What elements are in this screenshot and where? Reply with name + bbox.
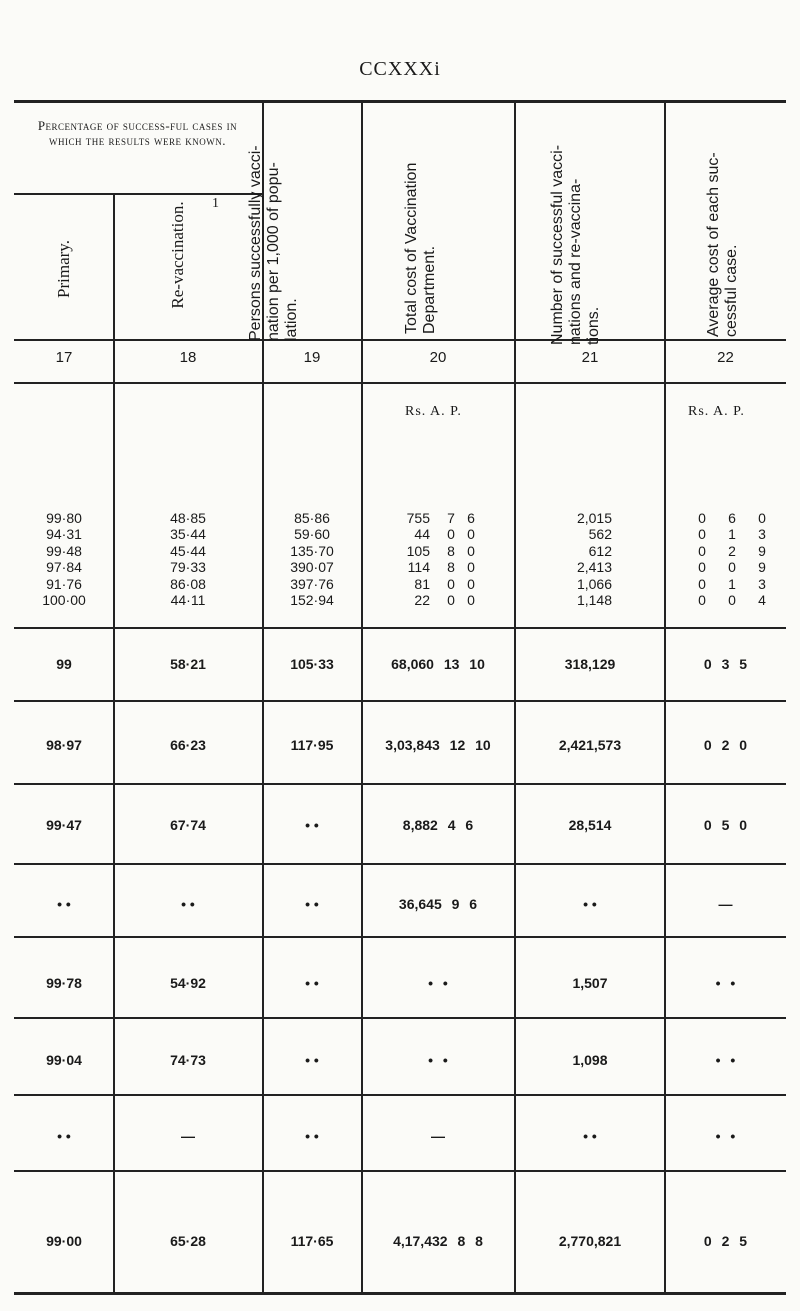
col17-cell: 99·48 xyxy=(46,542,82,559)
col21-cell: 612 xyxy=(588,542,612,559)
col22-cell: — xyxy=(718,896,733,912)
col22-cell: 0 5 0 xyxy=(703,817,748,833)
col18-cell: 66·23 xyxy=(170,737,206,753)
row-rule xyxy=(14,863,786,865)
col22-header: Average cost of each suc- cessful case. xyxy=(705,152,740,337)
col21-cell: 318,129 xyxy=(564,656,616,672)
col18-cell: 58·21 xyxy=(170,656,206,672)
col22-rupees: 0 xyxy=(698,542,706,559)
col20-unit: Rs. A. P. xyxy=(405,404,462,419)
col21-cell: • • xyxy=(583,896,597,912)
col20-rupees: 755 xyxy=(406,510,430,526)
col18-cell: 35·44 xyxy=(170,526,206,543)
col21-cell: 562 xyxy=(588,526,612,543)
col22-annas: 2 xyxy=(728,542,736,559)
col19-cell: 135·70 xyxy=(290,542,334,559)
col22-annas: 6 xyxy=(728,510,736,526)
col20-header: Total cost of Vaccination Department. xyxy=(403,162,438,334)
row-rule xyxy=(14,1017,786,1019)
col17-cell: 99·00 xyxy=(46,1233,82,1249)
table-top-rule xyxy=(14,100,786,103)
row-rule xyxy=(14,1094,786,1096)
col21-cell: 2,770,821 xyxy=(558,1233,622,1249)
colnum-19: 19 xyxy=(303,349,321,366)
col19-cell: • • xyxy=(305,817,319,833)
col17-cell: • • xyxy=(57,896,71,912)
col20-rupees: 81 xyxy=(414,575,430,592)
col22-rupees: 0 xyxy=(698,526,706,543)
col22-rupees: 0 xyxy=(698,510,706,526)
col18-cell: 54·92 xyxy=(170,975,206,991)
colnum-20: 20 xyxy=(429,349,447,366)
page-number: CCXXXi xyxy=(359,58,441,80)
col19-cell: • • xyxy=(305,896,319,912)
col22-rupees: 0 xyxy=(698,559,706,576)
col20-annas: 0 xyxy=(447,592,455,608)
col20-cell: — xyxy=(431,1128,445,1144)
col19-cell: 397·76 xyxy=(290,575,334,592)
col17-cell: 97·84 xyxy=(46,559,82,576)
col20-rupees: 22 xyxy=(414,592,430,608)
col19-cell: • • xyxy=(305,1052,319,1068)
col18-header-mark: 1 xyxy=(212,196,219,211)
col20-annas: 0 xyxy=(447,575,455,592)
col20-cell: 8,882 4 6 xyxy=(402,817,474,833)
col22-annas: 0 xyxy=(728,592,736,608)
row-rule xyxy=(14,627,786,629)
col20-cell: 3,03,843 12 10 xyxy=(385,737,491,753)
col19-cell: 59·60 xyxy=(294,526,330,543)
group-heading-rule xyxy=(14,193,262,195)
col18-cell: 44·11 xyxy=(170,592,206,608)
col21-cell: • • xyxy=(583,1128,597,1144)
col17-cell: 99·78 xyxy=(46,975,82,991)
col17-cell: 99·04 xyxy=(46,1052,82,1068)
col18-cell: 45·44 xyxy=(170,542,206,559)
col18-cell: 48·85 xyxy=(170,510,206,526)
col-divider-20-21 xyxy=(514,100,516,1293)
col17-cell: • • xyxy=(57,1128,71,1144)
col22-annas: 1 xyxy=(728,575,736,592)
colnum-21: 21 xyxy=(581,349,599,366)
col20-rupees: 105 xyxy=(406,542,430,559)
col-divider-21-22 xyxy=(664,100,666,1293)
col17-cell: 94·31 xyxy=(46,526,82,543)
col19-cell: 117·65 xyxy=(290,1233,334,1249)
col17-cell: 100·00 xyxy=(42,592,86,608)
col20-cell: • • xyxy=(428,1052,448,1068)
col22-cell: 0 2 5 xyxy=(703,1233,748,1249)
col22-pies: 3 xyxy=(758,526,766,543)
row-rule xyxy=(14,936,786,938)
col20-pies: 0 xyxy=(467,575,475,592)
col20-pies: 0 xyxy=(467,592,475,608)
col21-cell: 2,413 xyxy=(576,559,612,576)
col21-cell: 1,507 xyxy=(572,975,608,991)
col20-pies: 6 xyxy=(467,510,475,526)
col22-annas: 0 xyxy=(728,559,736,576)
colnum-18: 18 xyxy=(179,349,197,366)
col19-cell: 390·07 xyxy=(290,559,334,576)
col20-pies: 0 xyxy=(467,526,475,543)
col22-unit: Rs. A. P. xyxy=(688,404,745,419)
col22-annas: 1 xyxy=(728,526,736,543)
col19-cell: 152·94 xyxy=(290,592,334,608)
col20-pies: 0 xyxy=(467,559,475,576)
col18-cell: — xyxy=(181,1128,195,1144)
col22-rupees: 0 xyxy=(698,575,706,592)
group-heading: Percentage of success-ful cases in which the results were known. xyxy=(37,118,238,148)
col20-pies: 0 xyxy=(467,542,475,559)
col19-cell: • • xyxy=(305,1128,319,1144)
col20-annas: 7 xyxy=(447,510,455,526)
col20-annas: 0 xyxy=(447,526,455,543)
col17-cell: 91·76 xyxy=(46,575,82,592)
col20-rupees: 44 xyxy=(414,526,430,543)
col22-cell: 0 3 5 xyxy=(703,656,748,672)
col19-cell: • • xyxy=(305,975,319,991)
col20-annas: 8 xyxy=(447,542,455,559)
col21-cell: 1,148 xyxy=(576,592,612,608)
col22-rupees: 0 xyxy=(698,592,706,608)
col18-cell: 74·73 xyxy=(170,1052,206,1068)
col20-cell: 68,060 13 10 xyxy=(391,656,485,672)
col21-header: Number of successful vacci- nations and re-vaccina- tions. xyxy=(549,144,602,345)
col22-cell: • • xyxy=(715,975,736,991)
col20-annas: 8 xyxy=(447,559,455,576)
col18-cell: 65·28 xyxy=(170,1233,206,1249)
col21-cell: 2,421,573 xyxy=(558,737,622,753)
col20-cell: • • xyxy=(428,975,448,991)
col17-header: Primary. xyxy=(54,240,73,298)
colnum-17: 17 xyxy=(55,349,73,366)
colnum-rule xyxy=(14,382,786,384)
col20-cell: 36,645 9 6 xyxy=(398,896,478,912)
colnum-22: 22 xyxy=(717,349,734,366)
row-rule xyxy=(14,783,786,785)
col20-cell: 4,17,432 8 8 xyxy=(393,1233,483,1249)
col22-pies: 0 xyxy=(758,510,766,526)
col18-cell: 79·33 xyxy=(170,559,206,576)
col19-header: Persons successfully vacci- nation per 1,000 of popu- lation. xyxy=(247,145,300,341)
col-divider-19-20 xyxy=(361,100,363,1293)
header-bottom-rule xyxy=(14,339,786,341)
table-bottom-rule xyxy=(14,1292,786,1295)
col22-cell: • • xyxy=(715,1052,736,1068)
col20-rupees: 114 xyxy=(407,559,430,576)
col18-header: Re-vaccination. xyxy=(168,201,187,309)
col21-cell: 1,066 xyxy=(576,575,612,592)
col18-cell: 86·08 xyxy=(170,575,206,592)
row-rule xyxy=(14,1170,786,1172)
col18-cell: • • xyxy=(181,896,195,912)
col22-pies: 3 xyxy=(758,575,766,592)
col22-cell: • • xyxy=(715,1128,736,1144)
col21-cell: 2,015 xyxy=(576,510,612,526)
col21-cell: 28,514 xyxy=(568,817,612,833)
col21-cell: 1,098 xyxy=(572,1052,608,1068)
col19-cell: 117·95 xyxy=(290,737,334,753)
row-rule xyxy=(14,700,786,702)
col22-pies: 4 xyxy=(758,592,766,608)
col17-cell: 98·97 xyxy=(46,737,82,753)
col17-cell: 99 xyxy=(56,656,72,672)
col19-cell: 105·33 xyxy=(290,656,334,672)
col17-cell: 99·80 xyxy=(46,510,82,526)
col17-cell: 99·47 xyxy=(46,817,82,833)
col22-pies: 9 xyxy=(758,542,766,559)
col22-pies: 9 xyxy=(758,559,766,576)
col18-cell: 67·74 xyxy=(170,817,206,833)
col22-cell: 0 2 0 xyxy=(703,737,748,753)
col19-cell: 85·86 xyxy=(294,510,330,526)
